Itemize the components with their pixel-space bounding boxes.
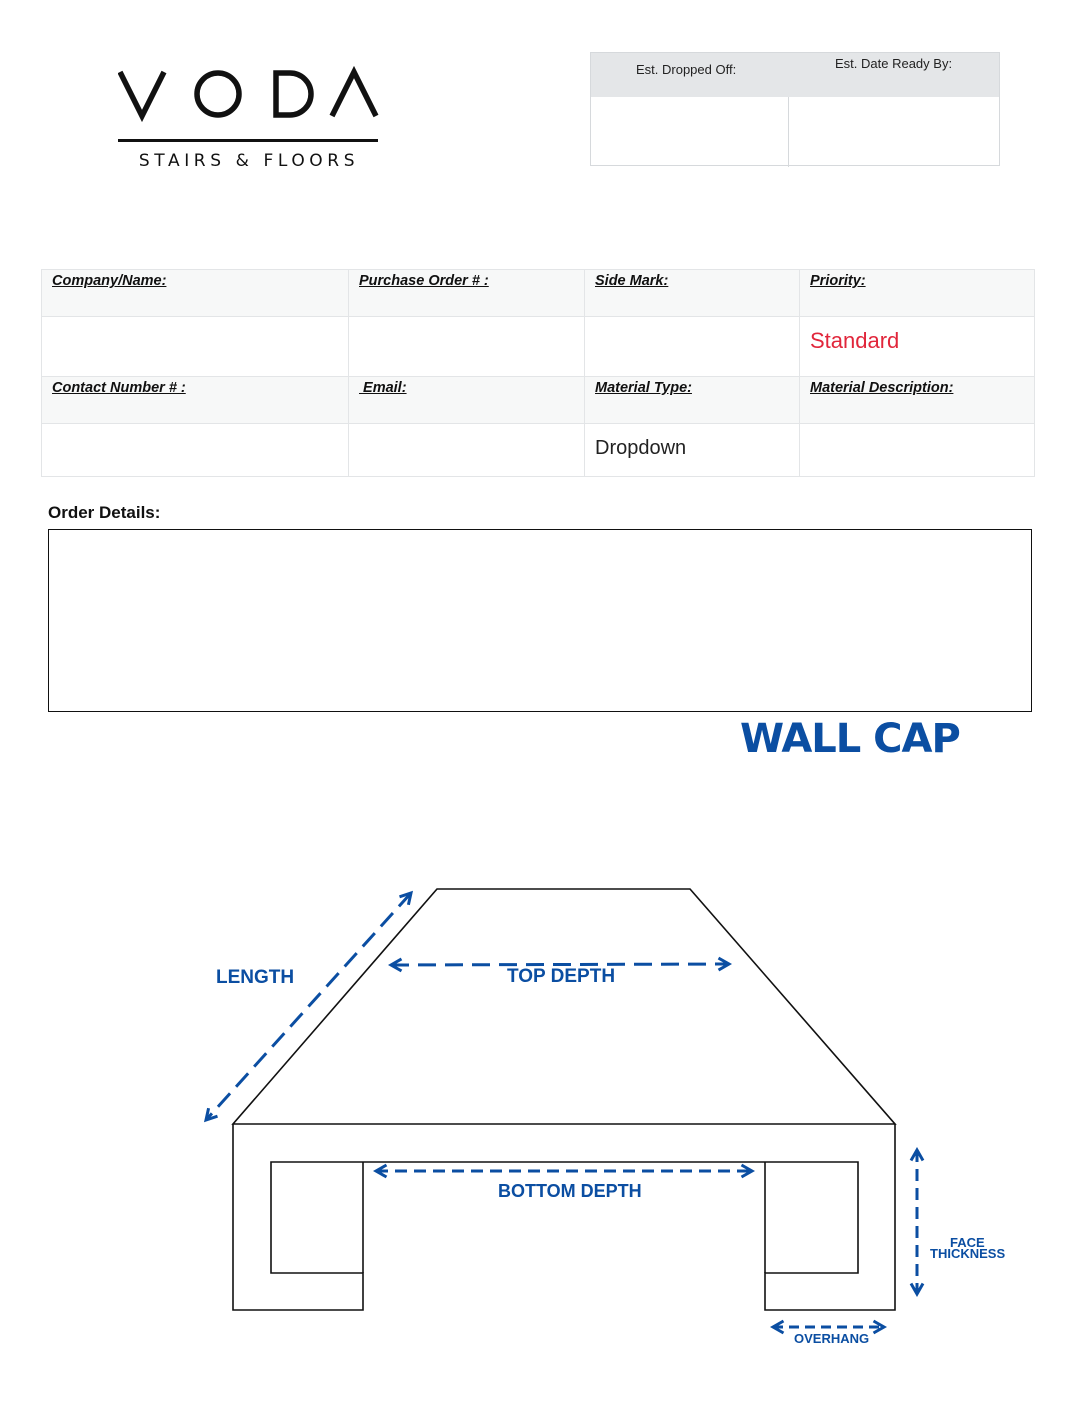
company-label: Company/Name: — [42, 270, 349, 317]
email-label: Email: — [349, 377, 585, 424]
wall-cap-top-face — [233, 889, 895, 1124]
contact-label: Contact Number # : — [42, 377, 349, 424]
side-mark-label: Side Mark: — [585, 270, 800, 317]
overhang-label: OVERHANG — [794, 1331, 870, 1346]
face-label: FACE — [950, 1235, 985, 1250]
wall-cap-title: WALL CAP — [740, 716, 960, 762]
material-type-label: Material Type: — [585, 377, 800, 424]
material-type-dropdown[interactable]: Dropdown — [595, 437, 687, 459]
thickness-label: THICKNESS — [930, 1246, 1006, 1261]
logo-tagline: STAIRS & FLOORS — [138, 151, 360, 171]
po-label: Purchase Order # : — [349, 270, 585, 317]
length-label: LENGTH — [216, 967, 295, 988]
top-depth-label: TOP DEPTH — [507, 966, 616, 987]
priority-label: Priority: — [800, 270, 1035, 317]
order-details-label: Order Details: — [48, 503, 161, 522]
top-depth-arrow — [391, 964, 729, 965]
length-arrow — [206, 893, 411, 1120]
ready-by-label: Est. Date Ready By: — [835, 56, 953, 71]
dropped-off-label: Est. Dropped Off: — [636, 62, 737, 77]
wall-cap-front-face — [233, 1124, 895, 1310]
bottom-depth-label: BOTTOM DEPTH — [498, 1181, 642, 1201]
material-description-label: Material Description: — [800, 377, 1035, 424]
priority-value[interactable]: Standard — [810, 328, 900, 353]
